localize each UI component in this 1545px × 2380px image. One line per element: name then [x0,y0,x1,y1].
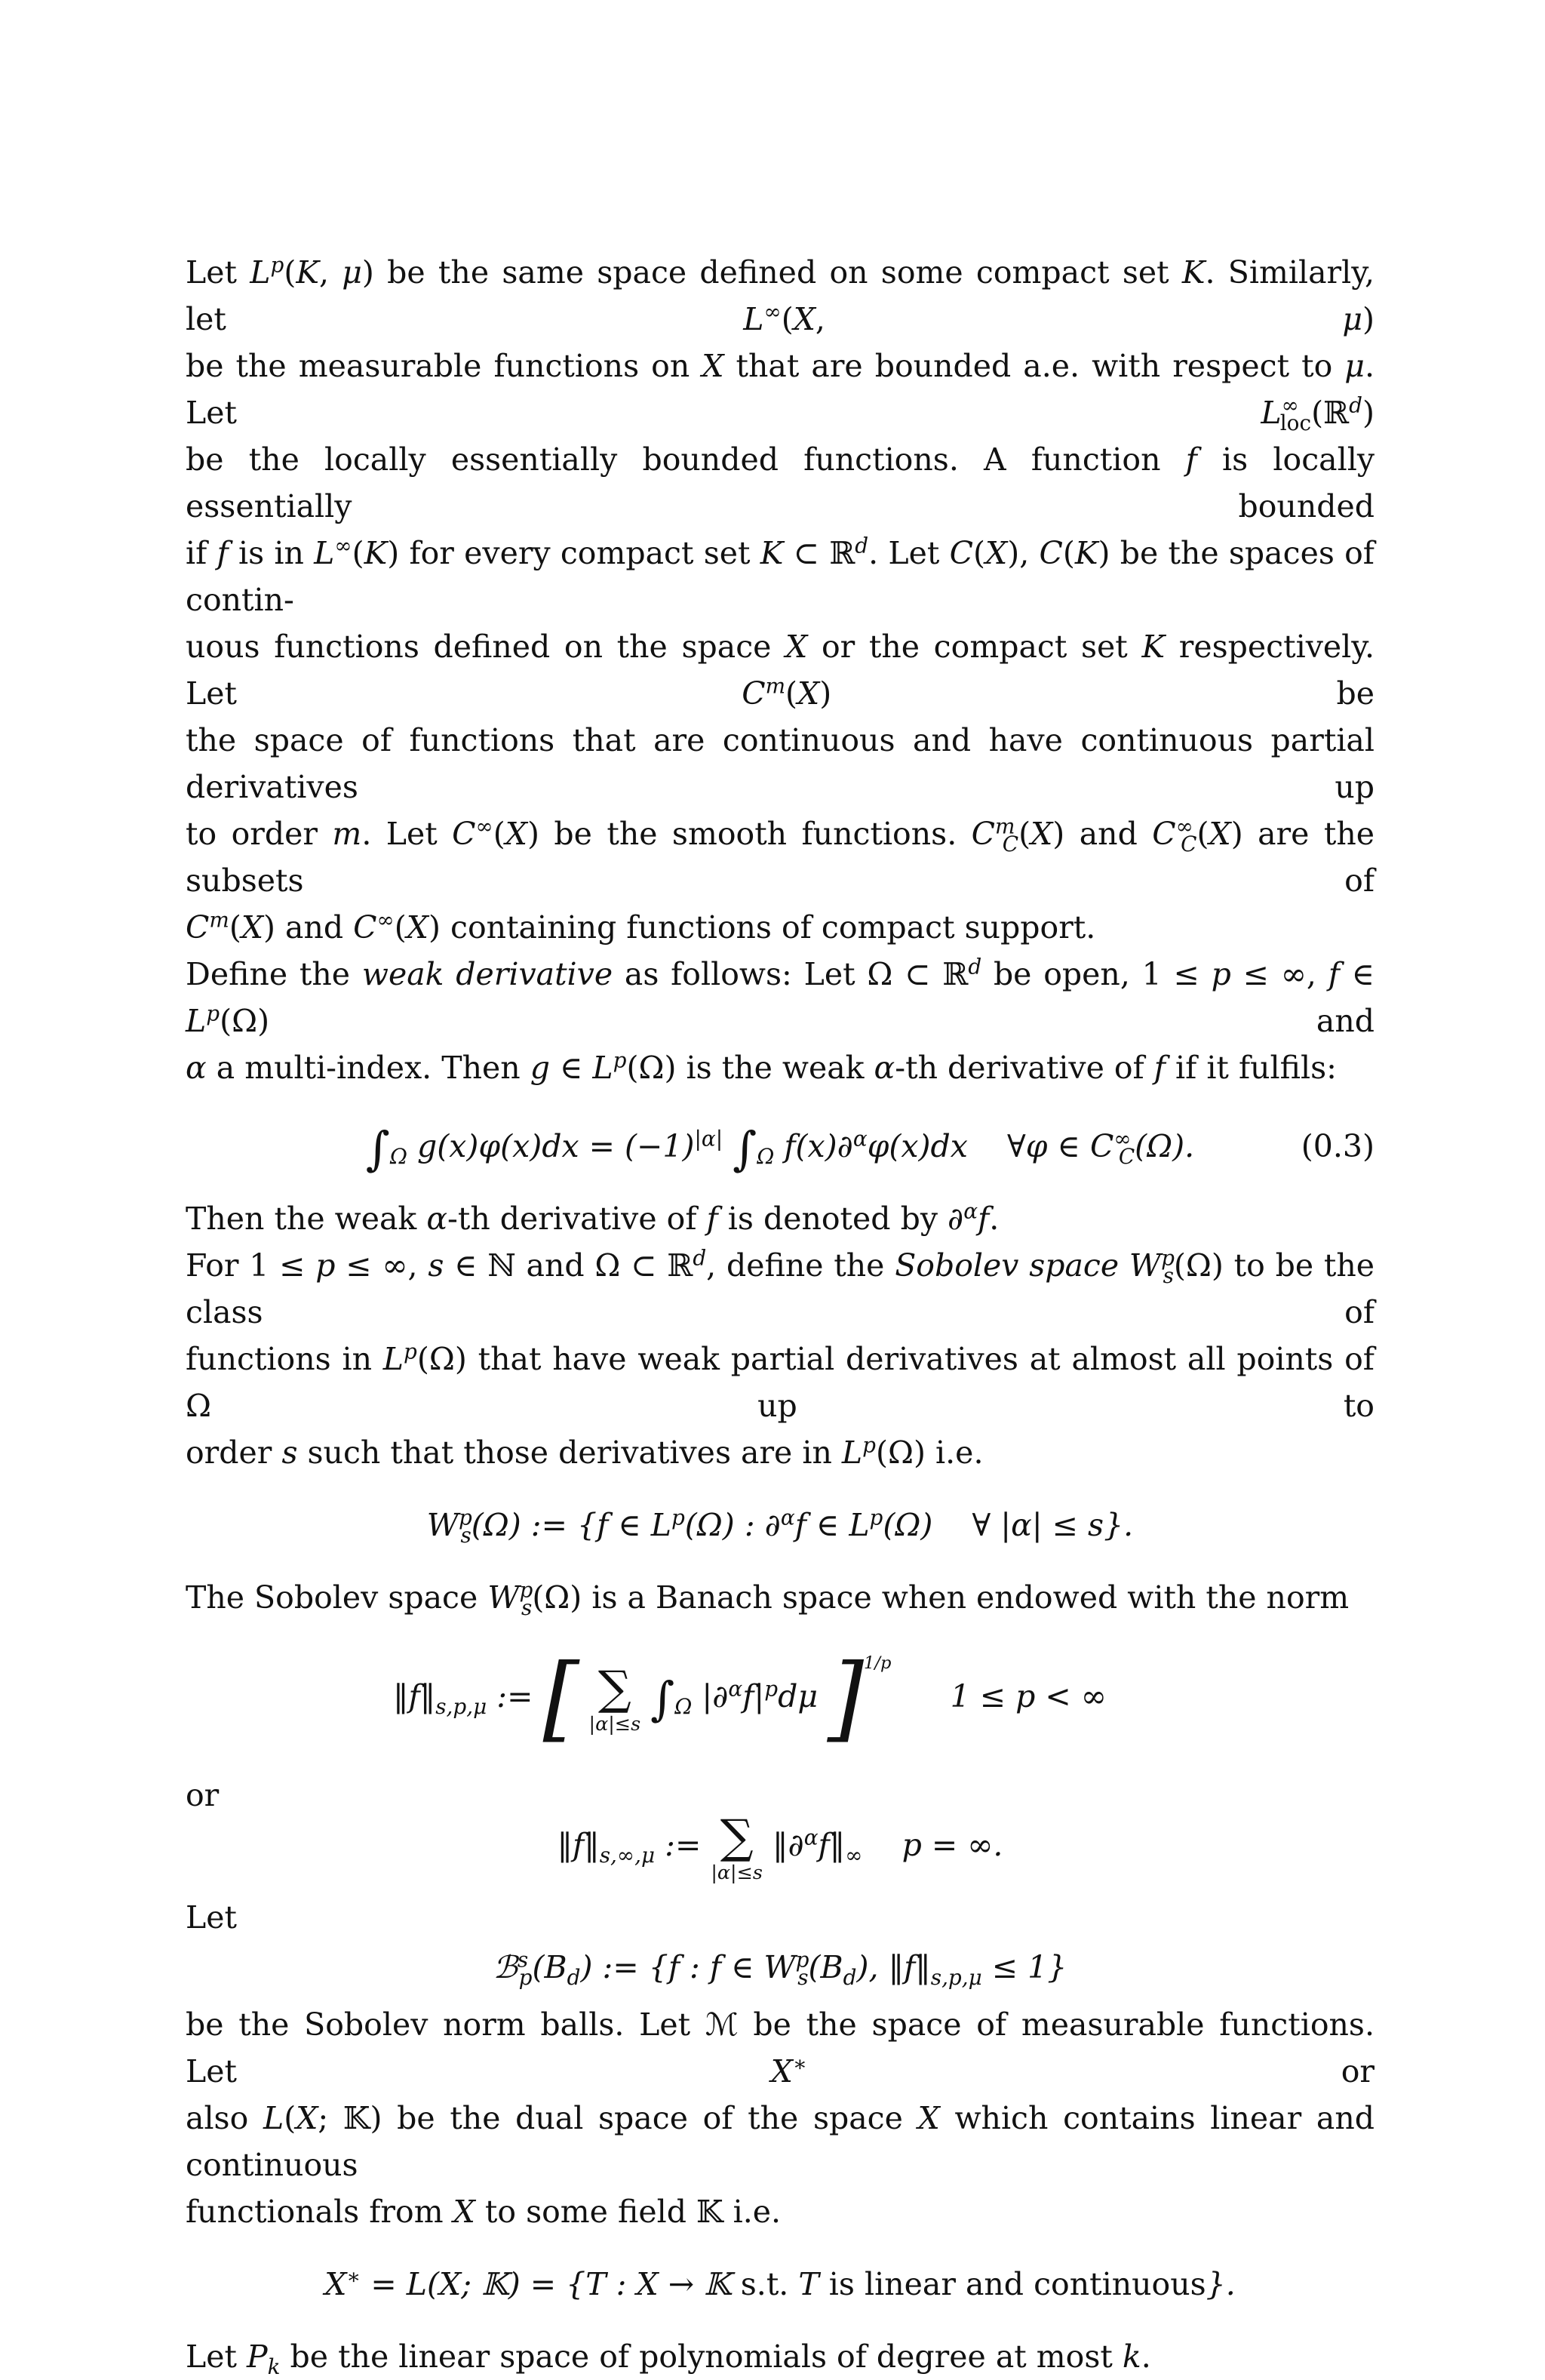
text-line: to order m. Let C∞(X) be the smooth functions. $C^m_C(X)$ and $C^\infty_C(X)$ are the subsets of [186,813,1375,899]
text-line: be the measurable functions on X that are bounded a.e. with respect to μ. Let $L^\infty_{loc}(ℝ^d)$ [186,348,1375,436]
text-line: The Sobolev space $W^p_s(\Omega)$ is a Banach space when endowed with the norm [186,1577,1350,1621]
text-line: α a multi-index. Then g ∈ $L^p(\Omega)$ is the weak α-th derivative of f if it fulfils: [186,1047,1337,1086]
page-body [186,249,1375,2380]
equation-sobolev-ball: $ℬ^s_p(B_d)$ := {f : f ∈ $W^p_s(B_d)$, $‖f‖_{s,p,\mu} \le 1$} [493,1947,1067,1991]
equation-norm-inf: $‖f‖_{s,\infty,\mu}$ := ∑ |α|≤s $‖\partial^\alpha f‖_\infty$ p = ∞. [557,1809,1003,1884]
equation-dual-space: X∗ = L(X; 𝕂) = {T : X → 𝕂 s.t. T is linear and continuous}. [324,2264,1236,2302]
equation-norm-p: $‖f‖_{s,p,\mu}$ := [ ∑ |α|≤s $\int_\Omega$ $|\partial^\alpha f|^pd\mu$ ]$^{1/p}$ 1 ≤ p < ∞ [393,1644,1107,1753]
text-line: order s such that those derivatives are in $L^p(\Omega)$ i.e. [186,1432,984,1471]
text-line: functionals from X to some field 𝕂 i.e. [186,2194,782,2230]
text-line: the space of functions that are continuous and have continuous partial derivatives up [186,722,1375,805]
text-line: be the locally essentially bounded functions. A function f is locally essentially bounded [186,441,1375,524]
equation-body: $\int_\Omega$ $g(x)\varphi(x)dx = (-1)^{|\alpha|}$ $\int_\Omega$ f(x)∂$^\alpha$φ(x)dx ∀φ ∈ $C^\infty_C(\Omega)$. [365,1121,1195,1176]
text-line: For 1 ≤ p ≤ ∞, s ∈ ℕ and Ω ⊂ ℝ$^d$, define the Sobolev space $W^p_s(\Omega)$ to be the class of [186,1245,1375,1330]
sum-symbol: ∑ [597,1660,631,1715]
text-line: Then the weak α-th derivative of f is denoted by ∂$^\alpha$f. [186,1198,1000,1237]
text-line: uous functions defined on the space X or the compact set K respectively. Let $C^m(X)$ be [186,629,1375,712]
text-line: Let $P_k$ be the linear space of polynomials of degree at most k. [186,2338,1151,2380]
text-line: also L(X; 𝕂) be the dual space of the space X which contains linear and continuous [186,2100,1375,2183]
text-or: or [186,1777,220,1813]
sum-index: |α|≤s [711,1861,763,1884]
text-line: if f is in L∞(K) for every compact set K ⊂ ℝ$^d$. Let C(X), C(K) be the spaces of contin- [186,533,1375,618]
equation-sobolev-space: $W^p_s(\Omega)$ := {f ∈ $L^p(\Omega)$ : ∂$^\alpha$f ∈ $L^p(\Omega)$ ∀ |α| ≤ s}. [426,1505,1134,1548]
text-line: functions in $L^p(\Omega)$ that have weak partial derivatives at almost all points of Ω up to [186,1339,1375,1424]
sum-index: |α|≤s [588,1712,641,1736]
text-line: be the Sobolev norm balls. Let ℳ be the space of measurable functions. Let X∗ or [186,2006,1375,2089]
text-line: Define the weak derivative as follows: Let Ω ⊂ ℝ$^d$ be open, 1 ≤ p ≤ ∞, f ∈ $L^p(\Omega)$ and [186,954,1375,1039]
equation-0-3 [186,1097,1375,1195]
text-let: Let [186,1899,237,1936]
equation-number: (0.3) [1301,1128,1375,1164]
text-line: Let $L^p(K$, μ) be the same space defined on some compact set K. Similarly, let L∞(X, μ) [186,252,1375,337]
sum-symbol: ∑ [720,1809,754,1864]
text-line: $C^m(X)$ and C∞(X) containing functions of compact support. [186,907,1096,946]
